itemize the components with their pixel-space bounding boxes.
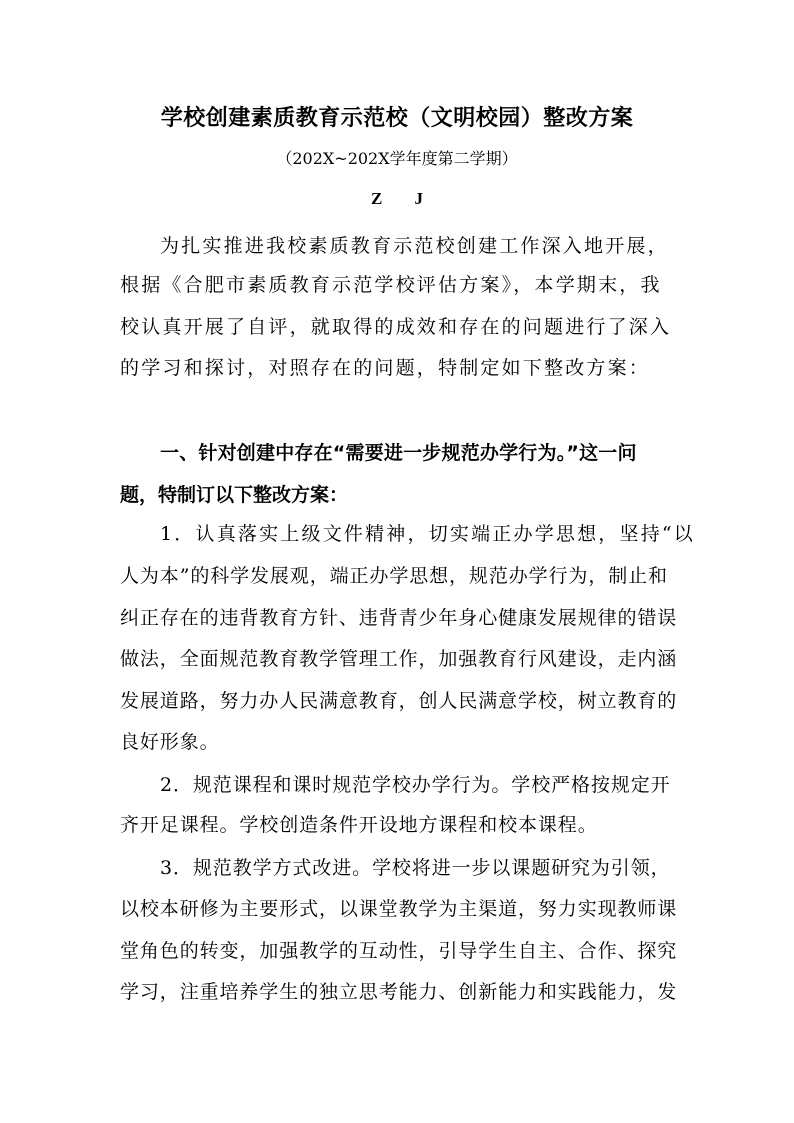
document-subtitle: （202X~202X学年度第二学期）	[276, 149, 518, 168]
item-line: 以校本研修为主要形式，以课堂教学为主渠道，努力实现教师课	[120, 898, 678, 920]
section-heading-line: 一、针对创建中存在“需要进一步规范办学行为。”这一问	[160, 442, 637, 464]
item-line: 人为本”的科学发展观，端正办学思想，规范办学行为，制止和	[120, 565, 668, 587]
document-title: 学校创建素质教育示范校（文明校园）整改方案	[160, 106, 634, 131]
item-line: 做法，全面规范教育教学管理工作，加强教育行风建设，走内涵	[120, 648, 678, 670]
item-line: 1．认真落实上级文件精神，切实端正办学思想，坚持“以	[160, 523, 696, 545]
item-line: 3．规范教学方式改进。学校将进一步以课题研究为引领，	[160, 857, 671, 879]
item-line: 堂角色的转变，加强教学的互动性，引导学生自主、合作、探究	[120, 940, 678, 962]
document-author: Z J	[370, 189, 424, 208]
intro-line: 为扎实推进我校素质教育示范校创建工作深入地开展，	[160, 235, 669, 257]
item-line: 纠正存在的违背教育方针、违背青少年身心健康发展规律的错误	[120, 607, 678, 629]
item-line: 2．规范课程和课时规范学校办学行为。学校严格按规定开	[160, 774, 671, 796]
item-line: 学习，注重培养学生的独立思考能力、创新能力和实践能力，发	[120, 981, 678, 1003]
intro-line: 校认真开展了自评，就取得的成效和存在的问题进行了深入	[120, 316, 672, 338]
intro-line: 的学习和探讨，对照存在的问题，特制定如下整改方案：	[120, 357, 651, 379]
item-line: 发展道路，努力办人民满意教育，创人民满意学校，树立教育的	[120, 690, 678, 712]
item-line: 齐开足课程。学校创造条件开设地方课程和校本课程。	[120, 814, 598, 836]
item-line: 良好形象。	[120, 731, 220, 753]
section-heading-line: 题，特制订以下整改方案：	[120, 484, 349, 506]
intro-line: 根据《合肥市素质教育示范学校评估方案》，本学期末，我	[120, 274, 662, 296]
